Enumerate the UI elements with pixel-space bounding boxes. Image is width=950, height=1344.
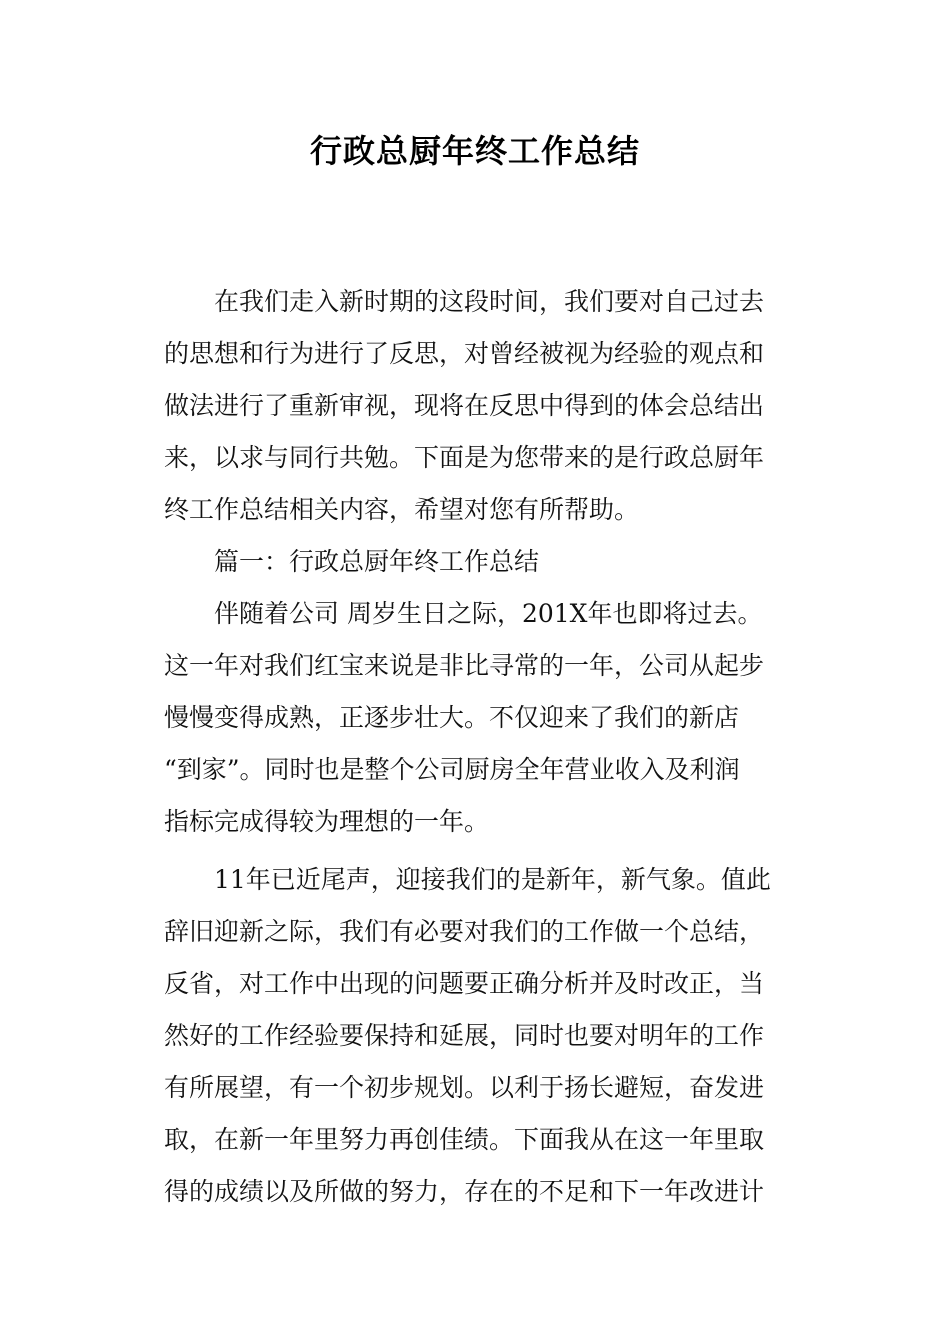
body-line: 11年已近尾声，迎接我们的是新年，新气象。值此: [214, 865, 771, 894]
body-line: 辞旧迎新之际，我们有必要对我们的工作做一个总结，: [164, 917, 765, 946]
body-line: 取，在新一年里努力再创佳绩。下面我从在这一年里取: [164, 1125, 765, 1154]
body-line: 终工作总结相关内容，希望对您有所帮助。: [164, 495, 640, 524]
body-line: 这一年对我们红宝来说是非比寻常的一年，公司从起步: [164, 651, 765, 680]
body-line: 慢慢变得成熟，正逐步壮大。不仅迎来了我们的新店: [164, 703, 740, 732]
body-line: 伴随着公司 周岁生日之际，201X年也即将过去。: [214, 599, 763, 628]
document-title: 行政总厨年终工作总结: [309, 132, 640, 170]
body-line: 得的成绩以及所做的努力，存在的不足和下一年改进计: [164, 1177, 765, 1206]
body-line: 反省，对工作中出现的问题要正确分析并及时改正，当: [164, 969, 765, 998]
body-line: 然好的工作经验要保持和延展，同时也要对明年的工作: [164, 1021, 765, 1050]
body-line: 做法进行了重新审视，现将在反思中得到的体会总结出: [164, 391, 765, 420]
body-line: 篇一：行政总厨年终工作总结: [214, 547, 540, 576]
body-line: 有所展望，有一个初步规划。以利于扬长避短，奋发进: [164, 1073, 765, 1102]
body-line: 在我们走入新时期的这段时间，我们要对自己过去: [214, 287, 765, 316]
body-line: 的思想和行为进行了反思，对曾经被视为经验的观点和: [164, 339, 765, 368]
body-line: “到家”。同时也是整个公司厨房全年营业收入及利润: [164, 755, 740, 784]
body-line: 来，以求与同行共勉。下面是为您带来的是行政总厨年: [164, 443, 765, 472]
body-line: 指标完成得较为理想的一年。: [164, 807, 490, 836]
